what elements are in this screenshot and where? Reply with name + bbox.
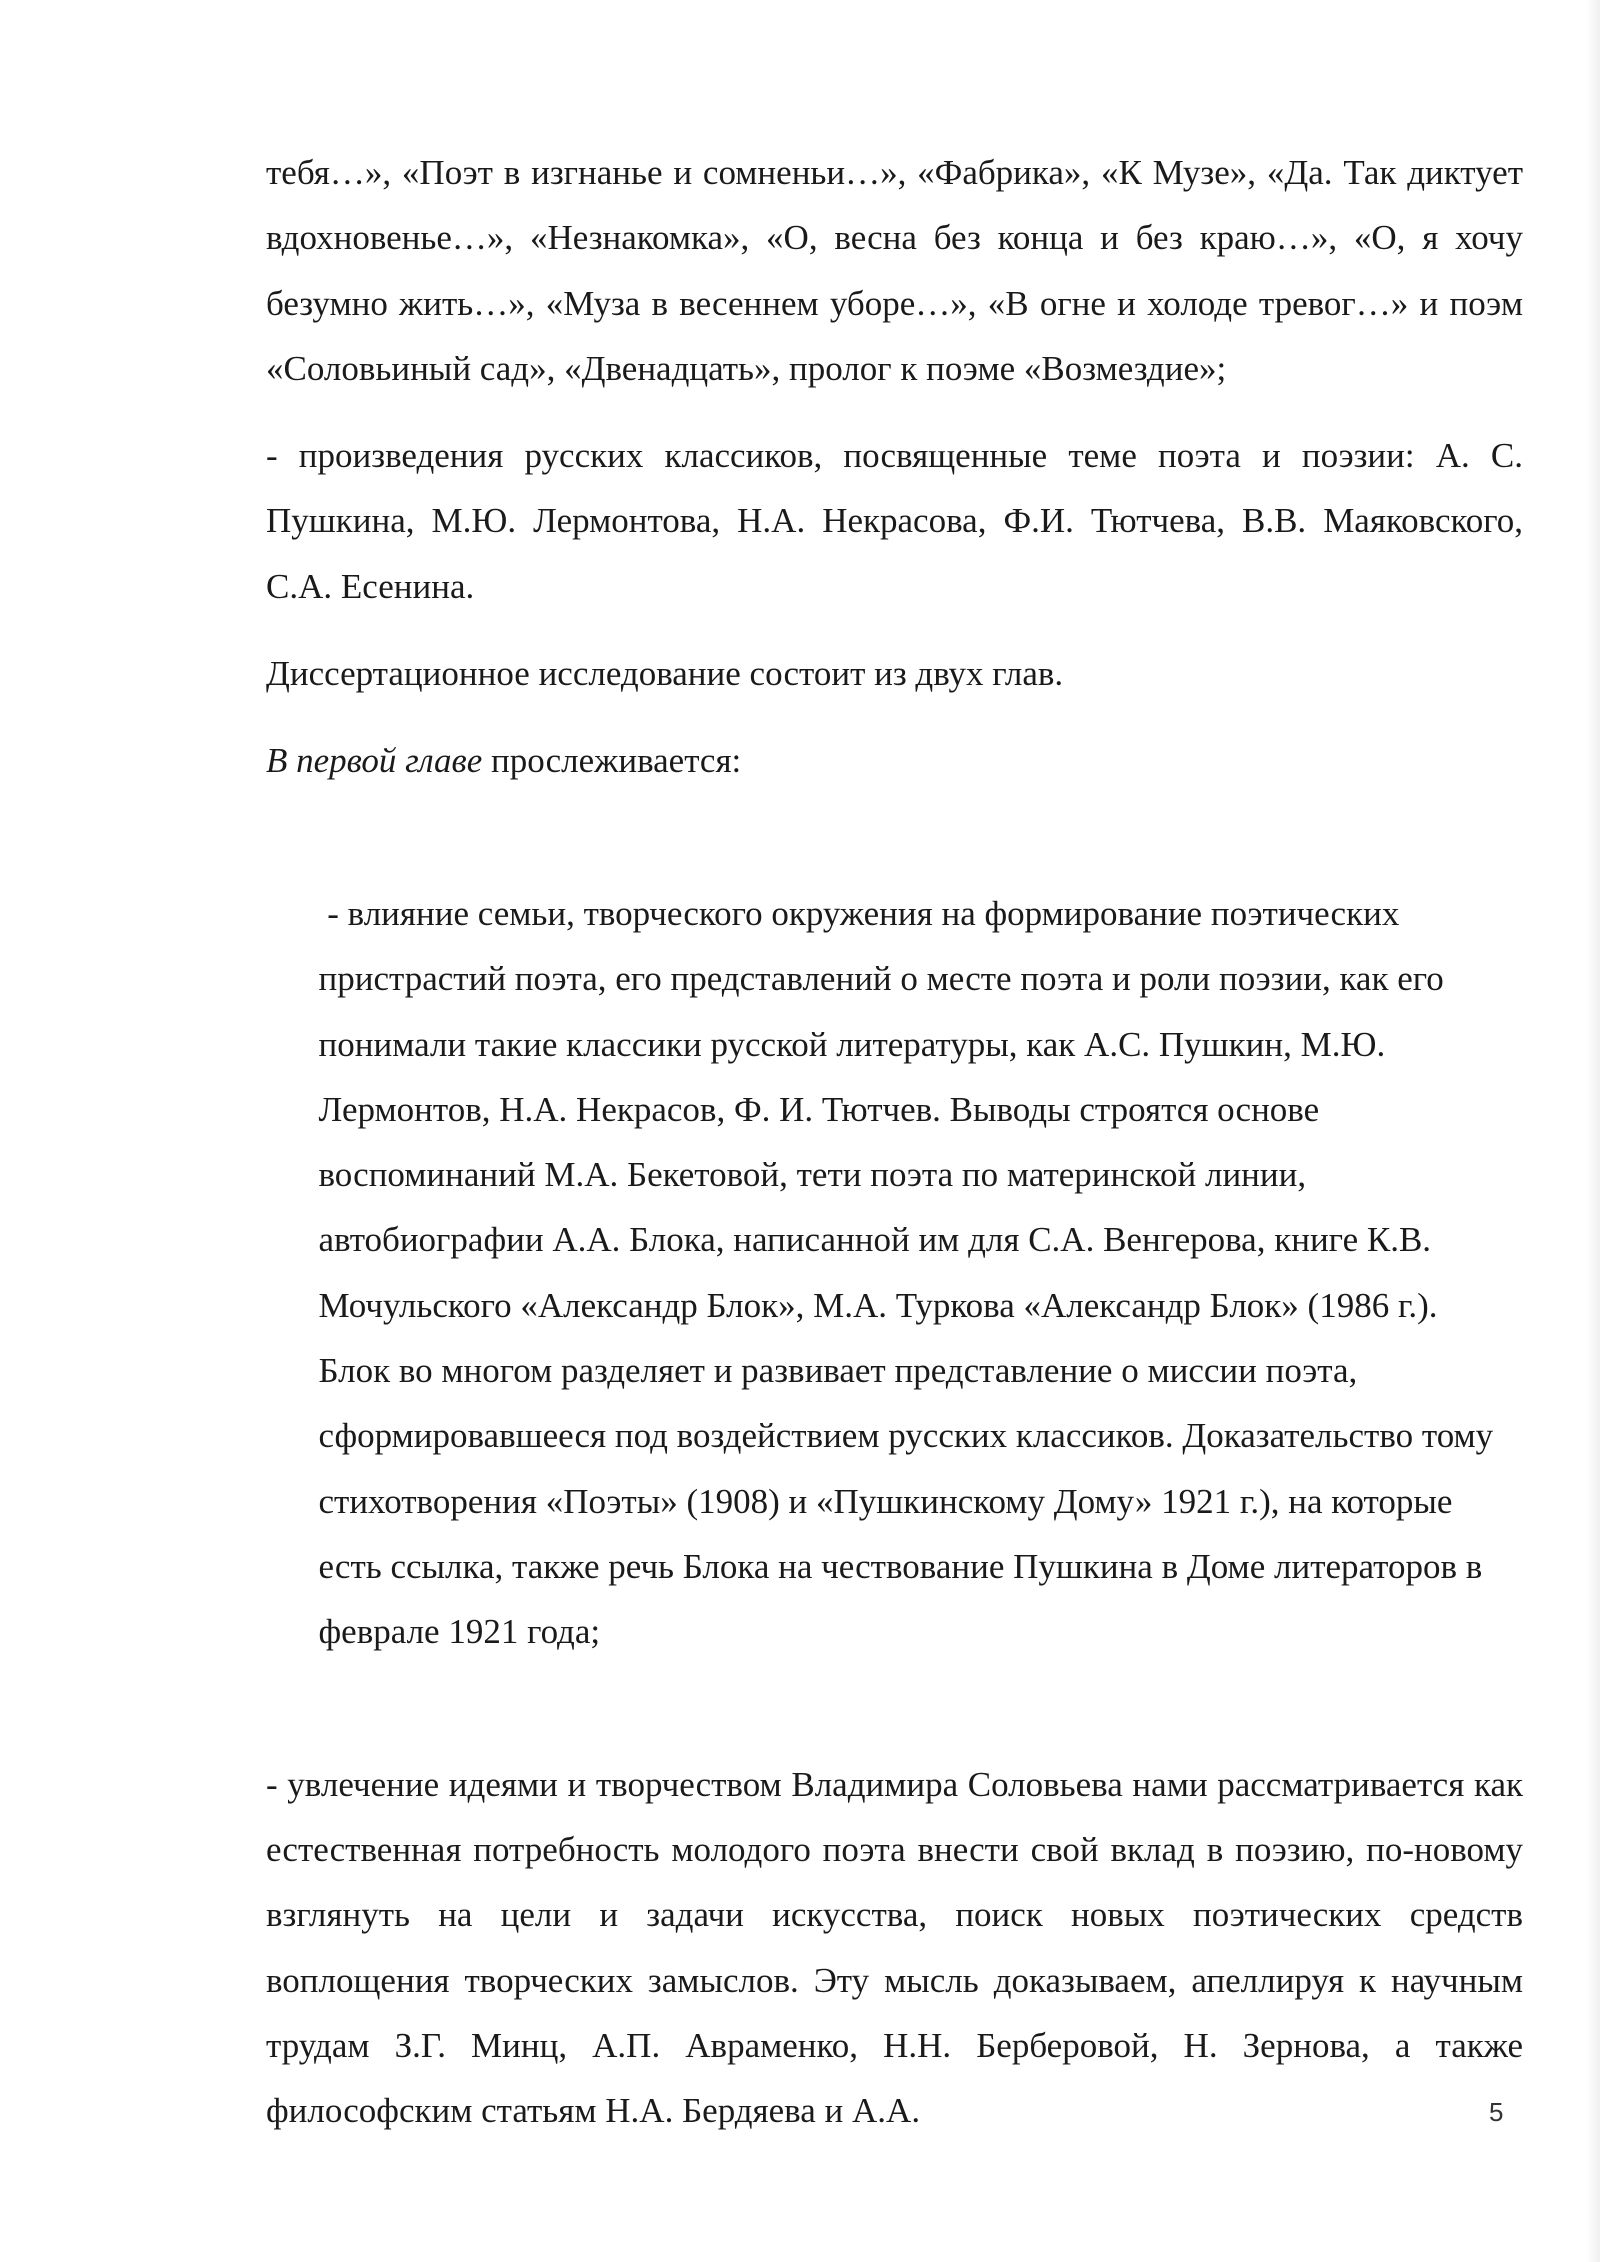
text-line: «Возмездие»; bbox=[1023, 348, 1227, 388]
text-line: Диссертационное исследование состоит из двух глав. bbox=[266, 654, 1064, 694]
text-line: рассматривается как естественная потребность молодого поэта внести свой bbox=[266, 1764, 1523, 1870]
text-line: вклад в поэзию, по-новому взглянуть на цели и задачи искусства, поиск новых bbox=[266, 1830, 1523, 1935]
paragraph-list-of-poems bbox=[266, 140, 1523, 401]
text-line: есть ссылка, также речь Блока на чествование Пушкина в Доме литераторов в bbox=[318, 1546, 1483, 1586]
paragraph-family-influence bbox=[266, 816, 1523, 1730]
paragraph-spacing bbox=[266, 794, 1523, 816]
page-edge-shadow bbox=[1586, 0, 1600, 2262]
text-line: Лермонтов, Н.А. Некрасов, Ф. И. Тютчев. Выводы строятся основе bbox=[318, 1089, 1320, 1129]
paragraph-spacing bbox=[266, 401, 1523, 423]
text-line: доказываем, апеллируя к научным трудам З.Г. Минц, А.П. Авраменко, Н.Н. bbox=[266, 1960, 1524, 2066]
italic-phrase: В первой главе bbox=[266, 741, 483, 781]
text-line: - увлечение идеями и творчеством Владимира Соловьева нами bbox=[266, 1764, 1208, 1804]
text-line: Блок во многом разделяет и развивает представление о миссии поэта, bbox=[318, 1351, 1358, 1391]
paragraph-spacing bbox=[266, 1730, 1523, 1752]
text-line: тебя…», «Поэт в изгнанье и сомненьи…», «Фабрика», «К Музе», «Да. Так bbox=[266, 153, 1397, 192]
text-line: Маяковского, С.А. Есенина. bbox=[266, 501, 1523, 606]
paragraph-spacing bbox=[266, 706, 1523, 728]
text-line: тревог…» и поэм «Соловьиный сад», «Двенадцать», пролог к поэме bbox=[266, 283, 1524, 388]
paragraph-russian-classics bbox=[266, 423, 1523, 619]
text-line: стихотворения «Поэты» (1908) и «Пушкинскому Дому» 1921 г.), на которые bbox=[318, 1481, 1453, 1521]
paragraph-first-chapter bbox=[266, 728, 1523, 793]
text-line: воспоминаний М.А. Бекетовой, тети поэта по материнской линии, bbox=[318, 1155, 1307, 1195]
text-line: поэтических средств воплощения творческих замыслов. Эту мысль bbox=[266, 1895, 1523, 2000]
text-line: автобиографии А.А. Блока, написанной им для С.А. Венгерова, книге К.В. bbox=[318, 1220, 1432, 1260]
text-line: - влияние семьи, творческого окружения на формирование поэтических bbox=[318, 893, 1400, 933]
paragraph-solovyov bbox=[266, 1752, 1523, 2144]
text-line: феврале 1921 года; bbox=[318, 1612, 601, 1652]
document-body bbox=[266, 140, 1523, 2144]
text-line: сформировавшееся под воздействием русских классиков. Доказательство тому bbox=[318, 1416, 1494, 1456]
paragraph-spacing bbox=[266, 619, 1523, 641]
text-line: - произведения русских классиков, посвященные теме поэта и поэзии: А. С. bbox=[266, 436, 1523, 476]
text-line: Берберовой, Н. Зернова, а также философским статьям Н.А. Бердяева и А.А. bbox=[266, 2026, 1523, 2131]
text-line: пристрастий поэта, его представлений о месте поэта и роли поэзии, как его bbox=[318, 959, 1444, 999]
text-line: Пушкина, М.Ю. Лермонтова, Н.А. Некрасова, Ф.И. Тютчева, В.В. bbox=[266, 501, 1307, 541]
page-number: 5 bbox=[1489, 2097, 1504, 2127]
text-line: Мочульского «Александр Блок», М.А. Туркова «Александр Блок» (1986 г.). bbox=[318, 1285, 1438, 1325]
text-line: понимали такие классики русской литературы, как А.С. Пушкин, М.Ю. bbox=[318, 1024, 1386, 1064]
text-line: «О, я хочу безумно жить…», «Муза в весеннем уборе…», «В огне и холоде bbox=[266, 218, 1523, 323]
text-fragment: прослеживается: bbox=[482, 741, 742, 781]
text-line: диктует вдохновенье…», «Незнакомка», «О, весна без конца и без краю…», bbox=[266, 153, 1523, 258]
paragraph-structure bbox=[266, 641, 1523, 706]
